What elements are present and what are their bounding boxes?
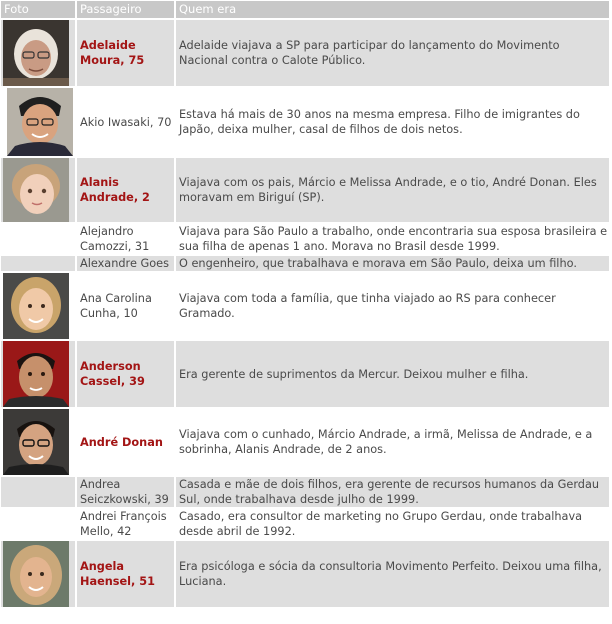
passenger-description: Era psicóloga e sócia da consultoria Movimento Perfeito. Deixou uma filha, Luciana. — [176, 541, 609, 607]
passenger-photo — [3, 409, 69, 475]
header-passenger: Passageiro — [77, 1, 174, 18]
table-row — [1, 88, 609, 156]
table-row — [1, 20, 609, 86]
passenger-description: Casada e mãe de dois filhos, era gerente de recursos humanos da Gerdau Sul, onde trabalhava desde julho de 1999. — [176, 477, 609, 507]
photo-cell — [1, 224, 75, 254]
passenger-description: Viajava com os pais, Márcio e Melissa Andrade, e o tio, André Donan. Eles moravam em Biriguí (SP). — [176, 158, 609, 222]
table-row — [1, 409, 609, 475]
passenger-description: Viajava para São Paulo a trabalho, onde encontraria sua esposa brasileira e sua filha de apenas 1 ano. Morava no Brasil desde 1999. — [176, 224, 609, 254]
table-row — [1, 273, 609, 339]
table-row — [1, 256, 609, 271]
passenger-description: Estava há mais de 30 anos na mesma empresa. Filho de imigrantes do Japão, deixa mulher, casal de filhos de dois netos. — [176, 88, 609, 156]
photo-cell — [1, 88, 75, 156]
passenger-name: Akio Iwasaki, 70 — [77, 88, 174, 156]
passenger-photo — [3, 541, 69, 607]
table-row — [1, 341, 609, 407]
passenger-photo — [3, 273, 69, 339]
photo-cell — [1, 20, 75, 86]
photo-cell — [1, 158, 75, 222]
photo-cell — [1, 256, 75, 271]
table-row — [1, 477, 609, 507]
passenger-name: Andrea Seiczkowski, 39 — [77, 477, 174, 507]
passenger-name: Ana Carolina Cunha, 10 — [77, 273, 174, 339]
photo-cell — [1, 273, 75, 339]
passenger-description: Viajava com o cunhado, Márcio Andrade, a irmã, Melissa de Andrade, e a sobrinha, Alanis Andrade, de 2 anos. — [176, 409, 609, 475]
passenger-photo — [3, 158, 69, 222]
passenger-description: Viajava com toda a família, que tinha viajado ao RS para conhecer Gramado. — [176, 273, 609, 339]
header-row — [1, 1, 609, 18]
passenger-name: Angela Haensel, 51 — [77, 541, 174, 607]
table-row — [1, 224, 609, 254]
table-row — [1, 541, 609, 607]
passenger-description: Adelaide viajava a SP para participar do lançamento do Movimento Nacional contra o Calote Público. — [176, 20, 609, 86]
header-who: Quem era — [176, 1, 609, 18]
photo-cell — [1, 409, 75, 475]
table-row — [1, 158, 609, 222]
photo-cell — [1, 541, 75, 607]
passenger-description: Casado, era consultor de marketing no Grupo Gerdau, onde trabalhava desde abril de 1992. — [176, 509, 609, 539]
passenger-name: Andrei François Mello, 42 — [77, 509, 174, 539]
photo-cell — [1, 477, 75, 507]
photo-cell — [1, 509, 75, 539]
passenger-description: O engenheiro, que trabalhava e morava em São Paulo, deixa um filho. — [176, 256, 609, 271]
passenger-name: Alexandre Goes — [77, 256, 174, 271]
passenger-description: Era gerente de suprimentos da Mercur. Deixou mulher e filha. — [176, 341, 609, 407]
passenger-name: Alanis Andrade, 2 — [77, 158, 174, 222]
header-photo: Foto — [1, 1, 75, 18]
passenger-photo — [7, 88, 73, 156]
passenger-photo — [3, 20, 69, 86]
passenger-name: Alejandro Camozzi, 31 — [77, 224, 174, 254]
table-row — [1, 509, 609, 539]
photo-cell — [1, 341, 75, 407]
passenger-name: Anderson Cassel, 39 — [77, 341, 174, 407]
passenger-name: André Donan — [77, 409, 174, 475]
passenger-photo — [3, 341, 69, 407]
passenger-name: Adelaide Moura, 75 — [77, 20, 174, 86]
